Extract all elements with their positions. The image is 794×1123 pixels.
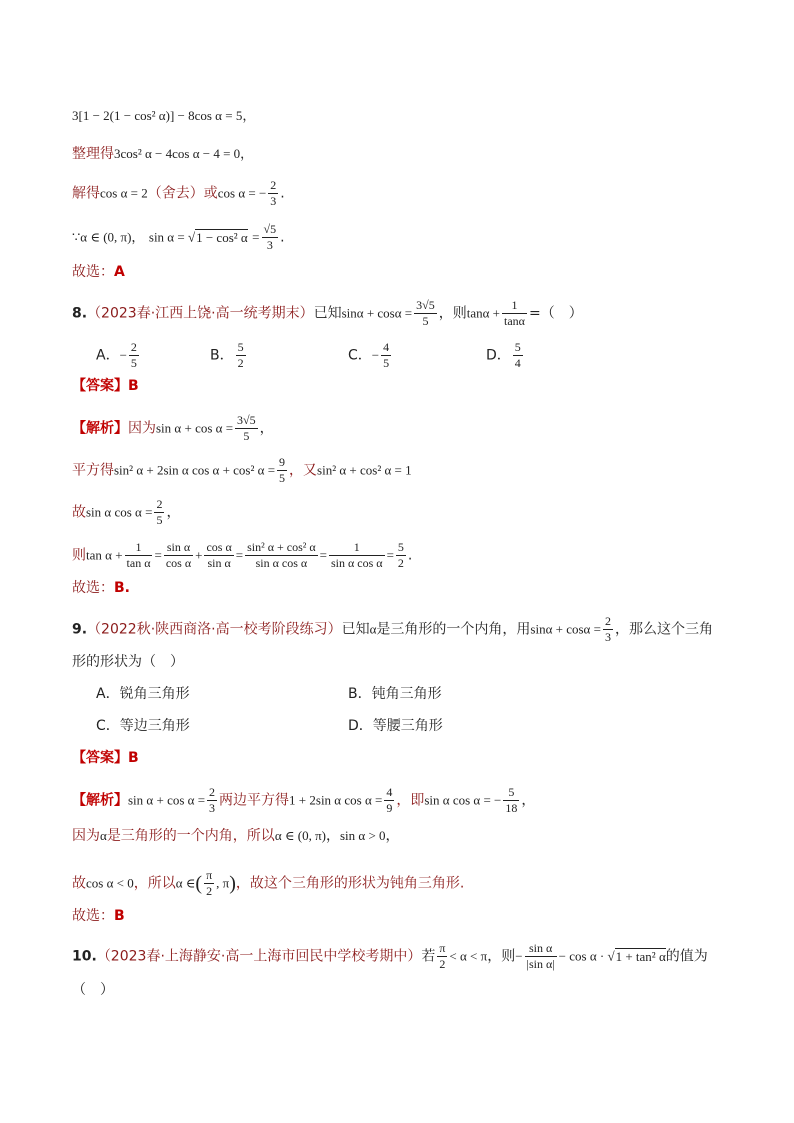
fraction: $\frac{√5}{3}$ xyxy=(263,222,277,252)
answer-value: B xyxy=(128,378,139,394)
fraction: $\frac{2}{5}$ xyxy=(130,340,137,370)
question-number: 9. xyxy=(72,621,88,638)
fraction: $\frac{5}{2}$ xyxy=(397,540,404,570)
q8-analysis-3 xyxy=(72,497,754,528)
equation: sin² α + 2sin α cos α + cos² α = xyxy=(114,462,276,478)
q9-option-b[interactable] xyxy=(348,684,442,704)
text: 的值为 xyxy=(665,948,708,965)
option-label: C． xyxy=(96,718,120,734)
q9-answer xyxy=(72,748,754,768)
equation: − cos α · √ xyxy=(558,948,615,964)
option-label: B． xyxy=(210,347,234,364)
text: ，那么这个三角 xyxy=(614,621,713,638)
choice-value: B. xyxy=(114,580,130,596)
text: 是三角形的一个内角，所以 xyxy=(106,828,275,844)
q9-option-d[interactable] xyxy=(348,716,443,736)
sqrt: 1 − cos² α xyxy=(196,229,248,245)
text: 是三角形的一个内角，用 xyxy=(376,621,531,638)
text: 因为 xyxy=(72,828,100,844)
text: 已知 xyxy=(313,305,342,322)
fraction: $\frac{3√5}{5}$ xyxy=(416,298,435,328)
fraction: $\frac{\text{sin² α + cos² α}}{\text{sin α cos α}}$ xyxy=(247,540,316,570)
fraction: $\frac{1}{\text{tan α}}$ xyxy=(126,540,151,570)
q8-analysis-2 xyxy=(72,455,754,486)
punct: ， xyxy=(385,828,400,844)
text: 因为 xyxy=(128,420,156,437)
equation: < α < π xyxy=(449,948,488,964)
choice-value: B xyxy=(114,908,125,924)
equation: sin α = √ xyxy=(148,229,196,245)
punct: ， xyxy=(166,504,181,521)
analysis-tag: 【解析】 xyxy=(72,792,128,809)
text: ，则 xyxy=(487,948,516,965)
q9-stem-1 xyxy=(72,614,754,645)
fraction: $\frac{\pi}{2}$ xyxy=(439,941,446,971)
text: 两边平方得 xyxy=(219,792,290,809)
text: 故 xyxy=(72,875,86,892)
fraction: $\frac{1}{\text{sin α cos α}}$ xyxy=(331,540,383,570)
q9-analysis-1 xyxy=(72,785,754,816)
option-label: D． xyxy=(486,347,511,364)
question-number: 8. xyxy=(72,305,88,322)
fraction: $\frac{4}{5}$ xyxy=(383,340,390,370)
choice-value: A xyxy=(114,264,125,280)
equation: ∵α ∈ (0, π)， xyxy=(72,229,145,245)
question-source: （2023春·江西上饶·高一统考期末） xyxy=(87,305,314,322)
question-number: 10. xyxy=(72,948,97,965)
text: ，又 xyxy=(289,462,318,479)
text: 故 xyxy=(72,504,86,521)
equation: 1 + 2sin α cos α = xyxy=(289,792,383,808)
punct: . xyxy=(280,229,285,246)
q8-option-a[interactable] xyxy=(96,340,141,371)
q8-analysis-1 xyxy=(72,413,754,444)
fraction: $\frac{2}{5}$ xyxy=(156,497,163,527)
q8-option-b[interactable] xyxy=(210,340,248,371)
equation: sin α cos α = − xyxy=(424,792,502,808)
fraction: $\frac{\text{sin α}}{\text{|sin α|}}$ xyxy=(526,941,555,971)
sign: − xyxy=(371,347,380,363)
equation: α ∈ (0, π) xyxy=(274,828,326,843)
equation: , π xyxy=(216,875,230,891)
q9-analysis-2 xyxy=(72,826,754,846)
equation: sin α + cos α = xyxy=(156,420,234,436)
fraction: $\frac{9}{5}$ xyxy=(279,455,286,485)
analysis-tag: 【解析】 xyxy=(72,420,128,437)
option-label: C． xyxy=(348,347,372,364)
fraction: $\frac{3√5}{5}$ xyxy=(237,413,256,443)
option-text: 锐角三角形 xyxy=(119,686,190,702)
fraction: $\frac{2}{3}$ xyxy=(209,785,216,815)
q8-choice xyxy=(72,578,754,598)
q9-option-c[interactable] xyxy=(96,716,190,736)
punct: ， xyxy=(521,792,536,809)
equation: sin α + cos α = xyxy=(128,792,206,808)
punct: . xyxy=(280,185,285,202)
q9-option-a[interactable] xyxy=(96,684,190,704)
q9-choice xyxy=(72,906,754,926)
text: ，所以 xyxy=(133,875,176,892)
equation: 3[1 − 2(1 − cos² α)] − 8cos α = 5， xyxy=(72,108,256,123)
sign: − xyxy=(119,347,127,363)
equation: cos α = − xyxy=(217,185,267,201)
answer-value: B xyxy=(128,750,139,766)
text: ，则 xyxy=(438,305,467,322)
answer-tag: 【答案】 xyxy=(72,378,128,394)
q8-analysis-4: 则tan α + $\frac{1}{\text{tan α}}$ = $\frac{\text{sin α}}{\text{cos α}}$ + $\frac{\text{cos α}}{\text{sin α}}$ = $\frac{\text{sin² α + cos² α}}{\text{sin α cos α}}$ = $\frac{1}{\text{sin α cos α}}$ = $\frac{5}{2}$ . xyxy=(72,540,413,570)
equation: cos α < 0 xyxy=(86,875,134,891)
fraction: $\frac{\pi}{2}$ xyxy=(206,868,213,898)
q8-answer xyxy=(72,376,754,396)
text: =（ ） xyxy=(528,305,583,322)
prev-line-4 xyxy=(72,222,754,253)
question-source: （2023春·上海静安·高一上海市回民中学校考期中） xyxy=(96,948,422,965)
fraction: $\frac{1}{\tan\alpha}$ xyxy=(504,298,525,328)
text: 若 xyxy=(421,948,436,965)
equation: sin² α + cos² α = 1 xyxy=(317,462,412,478)
equation: cos α = 2 xyxy=(100,185,148,201)
text: ，故这个三角形的形状为钝角三角形. xyxy=(235,875,465,892)
option-text: 等腰三角形 xyxy=(372,718,443,734)
text: 形的形状为（ ） xyxy=(72,654,184,670)
text: 解得 xyxy=(72,185,100,202)
q9-stem-2 xyxy=(72,652,754,672)
punct: ， xyxy=(325,828,340,844)
option-label: A． xyxy=(96,347,120,364)
answer-tag: 【答案】 xyxy=(72,750,128,766)
option-label: D． xyxy=(348,718,373,734)
equation: sin α > 0 xyxy=(339,828,386,843)
text: 已知 xyxy=(341,621,370,638)
choice-label: 故选： xyxy=(72,580,114,596)
q9-analysis-3: 故cos α < 0，所以α ∈( $\frac{\pi}{2}$ , π)，故这个三角形的形状为钝角三角形. xyxy=(72,868,465,898)
question-source: （2022秋·陕西商洛·高一校考阶段练习） xyxy=(87,621,342,638)
equation: sinα + cosα = xyxy=(341,305,413,321)
alpha-symbol: α xyxy=(369,621,377,637)
prev-line-1 xyxy=(72,106,754,126)
punct: ， xyxy=(259,420,274,437)
fraction: $\frac{5}{4}$ xyxy=(514,340,521,370)
choice-label: 故选： xyxy=(72,264,114,280)
option-text: 钝角三角形 xyxy=(371,686,442,702)
equation: sin α cos α = xyxy=(86,504,153,520)
fraction: $\frac{\text{sin α}}{\text{cos α}}$ xyxy=(165,540,192,570)
fraction: $\frac{\text{cos α}}{\text{sin α}}$ xyxy=(206,540,232,570)
q8-option-d[interactable] xyxy=(486,340,525,371)
fraction: $\frac{5}{18}$ xyxy=(505,785,518,815)
text: 则 xyxy=(72,547,86,564)
q10-stem-2 xyxy=(72,980,754,1000)
choice-label: 故选： xyxy=(72,908,114,924)
equation: 3cos² α − 4cos α − 4 = 0， xyxy=(114,146,254,161)
equation: α ∈ xyxy=(175,875,196,891)
equals: = xyxy=(252,229,260,245)
equation: tan α + xyxy=(86,547,123,563)
sqrt: 1 + tan² α xyxy=(615,948,666,964)
text: （ ） xyxy=(72,982,114,998)
fraction: $\frac{2}{3}$ xyxy=(270,178,277,208)
text: 平方得 xyxy=(72,462,114,479)
equation: tanα + xyxy=(466,305,501,321)
equation: sinα + cosα = xyxy=(530,621,601,637)
punct: . xyxy=(407,547,413,564)
equation: − xyxy=(515,948,523,964)
option-label: A． xyxy=(96,686,120,702)
prev-line-3 xyxy=(72,178,754,209)
option-label: B． xyxy=(348,686,372,702)
q8-option-c[interactable] xyxy=(348,340,393,371)
fraction: $\frac{2}{3}$ xyxy=(604,614,611,644)
text: ，即 xyxy=(396,792,425,809)
option-text: 等边三角形 xyxy=(119,718,190,734)
fraction: $\frac{4}{9}$ xyxy=(386,785,393,815)
alpha-symbol: α xyxy=(100,828,107,843)
prev-choice xyxy=(72,262,754,282)
q8-stem xyxy=(72,298,754,329)
text: （舍去）或 xyxy=(147,185,218,202)
prev-line-2 xyxy=(72,144,754,164)
text: 整理得 xyxy=(72,146,114,162)
q10-stem-1 xyxy=(72,941,754,972)
fraction: $\frac{5}{2}$ xyxy=(237,340,244,370)
